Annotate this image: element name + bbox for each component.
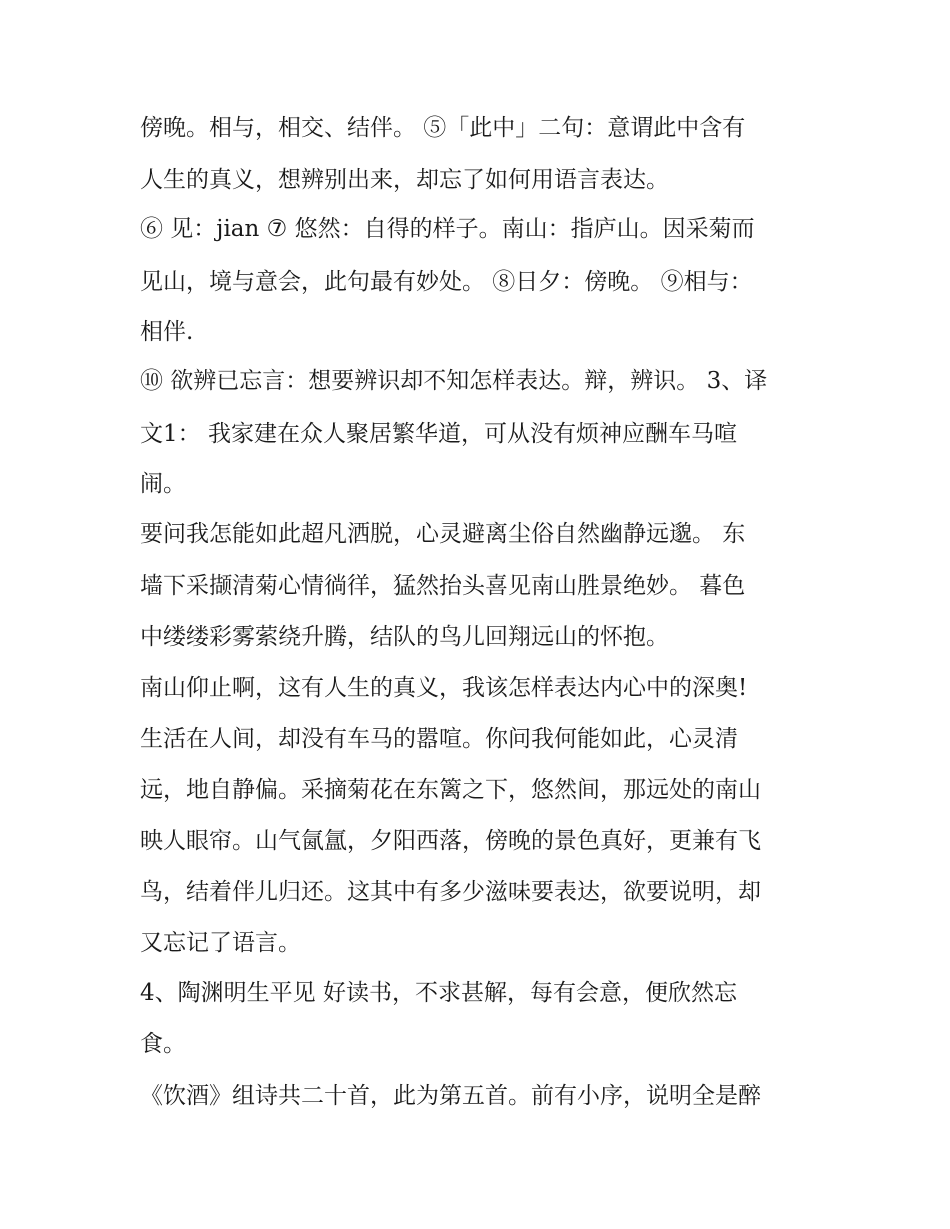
text-line-10: 墙下采撷清菊心情徜徉，猛然抬头喜见南山胜景绝妙。 暮色 xyxy=(140,573,746,599)
text-line-5: 相伴. xyxy=(140,319,194,345)
text-line-12: 南山仰止啊，这有人生的真义，我该怎样表达内心中的深奥! xyxy=(140,675,748,701)
text-line-9: 要问我怎能如此超凡洒脱，心灵避离尘俗自然幽静远邈。 东 xyxy=(140,521,746,547)
text-line-15: 映人眼帘。山气氤氲，夕阳西落，傍晚的景色真好，更兼有飞 xyxy=(140,828,761,854)
text-line-2: 人生的真义，想辨别出来，却忘了如何用语言表达。 xyxy=(140,167,669,193)
text-line-8: 闹。 xyxy=(140,471,186,497)
text-line-4: 见山，境与意会，此句最有妙处。 ⑧日夕：傍晚。 ⑨相与： xyxy=(140,269,753,295)
text-line-14: 远，地自静偏。采摘菊花在东篱之下，悠然间，那远处的南山 xyxy=(140,777,761,803)
text-line-6: ⑩ 欲辨已忘言：想要辨识却不知怎样表达。辩，辨识。 3、译 xyxy=(140,368,768,394)
text-line-11: 中缕缕彩雾萦绕升腾，结队的鸟儿回翔远山的怀抱。 xyxy=(140,624,669,650)
text-line-19: 食。 xyxy=(140,1031,186,1057)
text-line-16: 鸟，结着伴儿归还。这其中有多少滋味要表达，欲要说明，却 xyxy=(140,879,761,905)
text-line-7: 文1： 我家建在众人聚居繁华道，可从没有烦神应酬车马喧 xyxy=(140,421,737,447)
text-line-18: 4、陶渊明生平见 好读书，不求甚解，每有会意，便欣然忘 xyxy=(140,980,737,1006)
text-line-1: 傍晚。相与，相交、结伴。 ⑤「此中」二句：意谓此中含有 xyxy=(140,115,746,141)
text-line-20: 《饮酒》组诗共二十首，此为第五首。前有小序，说明全是醉 xyxy=(140,1083,761,1109)
text-line-13: 生活在人间，却没有车马的嚣喧。你问我何能如此，心灵清 xyxy=(140,726,738,752)
text-line-17: 又忘记了语言。 xyxy=(140,930,301,956)
text-line-3: ⑥ 见：jian ⑦ 悠然：自得的样子。南山：指庐山。因采菊而 xyxy=(140,216,755,242)
